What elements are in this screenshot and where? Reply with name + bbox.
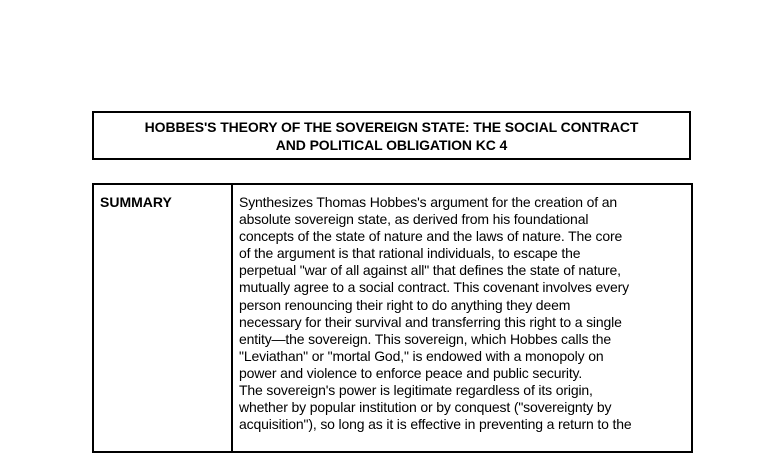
- summary-line: entity—the sovereign. This sovereign, which Hobbes calls the: [239, 330, 612, 347]
- document-title-line-1: HOBBES'S THEORY OF THE SOVEREIGN STATE: THE SOCIAL CONTRACT: [144, 118, 639, 135]
- summary-line: acquisition"), so long as it is effective in preventing a return to the: [239, 416, 632, 433]
- summary-label: SUMMARY: [100, 194, 172, 210]
- summary-line: Synthesizes Thomas Hobbes's argument for the creation of an: [239, 194, 617, 210]
- summary-line: of the argument is that rational individuals, to escape the: [239, 245, 581, 262]
- summary-line: whether by popular institution or by conquest ("sovereignty by: [239, 399, 612, 416]
- summary-line: "Leviathan" or "mortal God," is endowed with a monopoly on: [239, 347, 604, 364]
- summary-line: person renouncing their right to do anything they deem: [239, 296, 571, 313]
- summary-body-cell: [233, 185, 691, 451]
- summary-table: [92, 183, 693, 453]
- summary-line: concepts of the state of nature and the laws of nature. The core: [239, 228, 623, 245]
- document-title-line-2: AND POLITICAL OBLIGATION KC 4: [275, 136, 508, 153]
- summary-line: The sovereign's power is legitimate regardless of its origin,: [239, 382, 593, 399]
- document-title: [145, 118, 639, 154]
- summary-line: power and violence to enforce peace and public security.: [239, 364, 583, 381]
- summary-line: necessary for their survival and transferring this right to a single: [239, 313, 622, 330]
- summary-line: perpetual "war of all against all" that defines the state of nature,: [239, 262, 621, 279]
- summary-line: mutually agree to a social contract. This covenant involves every: [239, 279, 629, 296]
- document-title-box: [92, 111, 691, 160]
- summary-line: absolute sovereign state, as derived from his foundational: [239, 211, 589, 228]
- summary-label-cell: [94, 185, 233, 451]
